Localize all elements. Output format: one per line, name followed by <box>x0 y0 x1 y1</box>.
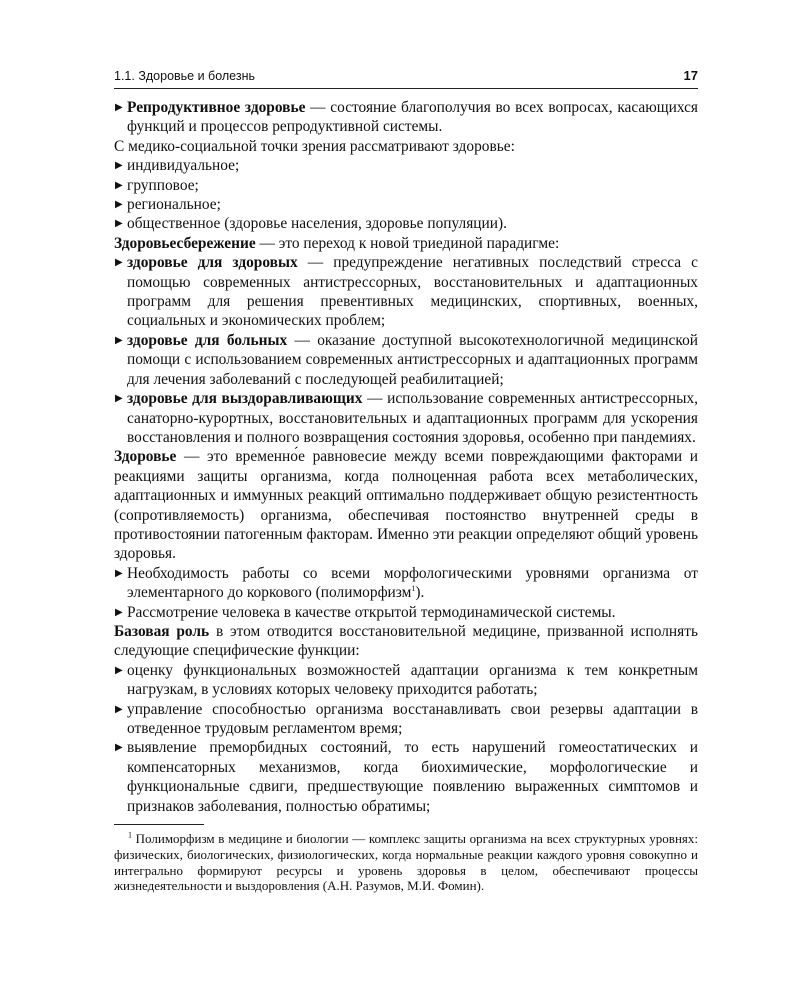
paragraph-health <box>114 447 698 563</box>
bullet-marker-icon: ▶ <box>115 160 123 172</box>
list-item-text: индивидуальное; <box>127 157 240 175</box>
term-recovering: здоровье для выздоравливающих <box>127 390 363 408</box>
bullet-text: Рассмотрение человека в качестве открытой термодинамической системы. <box>127 603 616 621</box>
footnote-text: Полиморфизм в медицине и биологии — комплекс защиты организма на всех структурных уровнях: физических, биологических, физиологических, когда нормальные реакции каждого уровня совокупно и интегрально формируют ресурсы и уровень здоровья в целом, обеспечивают процессы жизнедеятельности и выздоровления (А.Н. Разумов, М.И. Фомин). <box>114 831 698 894</box>
list-item <box>114 156 698 175</box>
paragraph-medsoc: С медико-социальной точки зрения рассматривают здоровье: <box>114 137 515 155</box>
term-reproductive: Репродуктивное здоровье <box>127 99 306 116</box>
bullet-marker-icon: ▶ <box>115 218 123 230</box>
body-text <box>114 98 698 816</box>
bullet-marker-icon: ▶ <box>115 393 123 405</box>
bullet-marker-icon: ▶ <box>115 742 123 754</box>
bullet-marker-icon: ▶ <box>115 199 123 211</box>
bullet-healthy <box>114 253 698 331</box>
list-item-text: региональное; <box>127 196 221 214</box>
list-item-text: оценку функциональных возможностей адаптации организма к тем конкретным нагрузкам, в условиях которых человеку приходится работать; <box>127 661 698 699</box>
term-zdorovesberezhenie: Здоровьесбережение <box>114 234 256 252</box>
bullet-open-system <box>114 603 698 622</box>
term-sick: здоровье для больных <box>127 331 288 349</box>
bullet-sick <box>114 331 698 389</box>
paragraph-base-role <box>114 622 698 661</box>
bullet-marker-icon: ▶ <box>115 703 123 715</box>
list-item-text: управление способностью организма восстанавливать свои резервы адаптации в отведенное трудовым регламентом время; <box>127 700 698 737</box>
term-health: Здоровье <box>114 448 177 466</box>
bullet-text: — оказание доступной высокотехнологичной медицинской помощи с использованием современных антистрессорных и адаптационных программ для лечения заболеваний с последующей реабилитацией; <box>127 331 699 388</box>
bullet-text-tail: ). <box>415 584 425 602</box>
list-item <box>114 176 698 195</box>
bullet-marker-icon: ▶ <box>115 567 123 579</box>
paragraph-text: — это временно́е равновесие между всеми повреждающими факторами и реакциями защиты организма, когда полноценная работа всех метаболических, адаптационных и иммунных реакций оптимально поддерживает общую резистентность (сопротивляемость) организма, обеспечивая постоянство внутренней среды в противостоянии патогенным факторам. Именно эти реакции определяют общий уровень здоровья. <box>114 448 698 563</box>
bullet-marker-icon: ▶ <box>115 606 123 618</box>
page-number: 17 <box>683 68 698 83</box>
paragraph-text: — это переход к новой триединой парадигме: <box>255 234 560 252</box>
running-header <box>114 68 698 89</box>
list-item <box>114 738 698 816</box>
section-title: 1.1. Здоровье и болезнь <box>114 69 256 83</box>
bullet-marker-icon: ▶ <box>115 664 123 676</box>
term-base-role: Базовая роль <box>114 622 210 640</box>
bullet-text: — предупреждение негативных последствий стресса с помощью современных антистрессорных, восстановительных и адаптационных программ для решения превентивных медицинских, спортивных, военных, социальных и экономических проблем; <box>127 254 698 330</box>
bullet-marker-icon: ▶ <box>115 179 123 191</box>
list-item-text: групповое; <box>127 176 199 194</box>
list-item <box>114 214 698 233</box>
footnote-mark: 1 <box>128 830 132 840</box>
list-item <box>114 195 698 214</box>
footnote-separator <box>114 824 204 825</box>
term-healthy: здоровье для здоровых <box>127 254 298 272</box>
list-item <box>114 661 698 700</box>
bullet-reproductive <box>114 98 698 137</box>
paragraph-text: в этом отводится восстановительной медицине, призванной исполнять следующие специфические функции: <box>114 622 698 660</box>
bullet-text: — состояние благополучия во всех вопросах, касающихся функций и процессов репродуктивной системы. <box>127 99 698 136</box>
bullet-text: — использование современных антистрессорных, санаторно-курортных, восстановительных и адаптационных программ для ускорения восстановления и полного возвращения состояния здоровья, особенно при пандемиях. <box>127 390 698 446</box>
list-item-text: выявление преморбидных состояний, то есть нарушений гомеостатических и компенсаторных механизмов, когда биохимические, морфологические и функциональные сдвиги, предшествующие появлению выраженных симптомов и признаков заболевания, полностью обратимы; <box>127 739 698 815</box>
list-item <box>114 700 698 739</box>
list-item-text: общественное (здоровье населения, здоровье популяции). <box>127 215 507 233</box>
footnote-ref[interactable]: 1 <box>411 584 416 594</box>
footnote <box>114 831 698 894</box>
book-page <box>114 68 698 894</box>
bullet-text: Необходимость работы со всеми морфологическими уровнями организма от элементарного до коркового (полиморфизм <box>127 564 698 602</box>
bullet-necessity <box>114 564 698 603</box>
paragraph-zdorovesberezhenie <box>114 234 698 253</box>
bullet-marker-icon: ▶ <box>115 334 123 346</box>
bullet-marker-icon: ▶ <box>115 102 123 113</box>
bullet-marker-icon: ▶ <box>115 257 123 269</box>
bullet-recovering <box>114 389 698 447</box>
